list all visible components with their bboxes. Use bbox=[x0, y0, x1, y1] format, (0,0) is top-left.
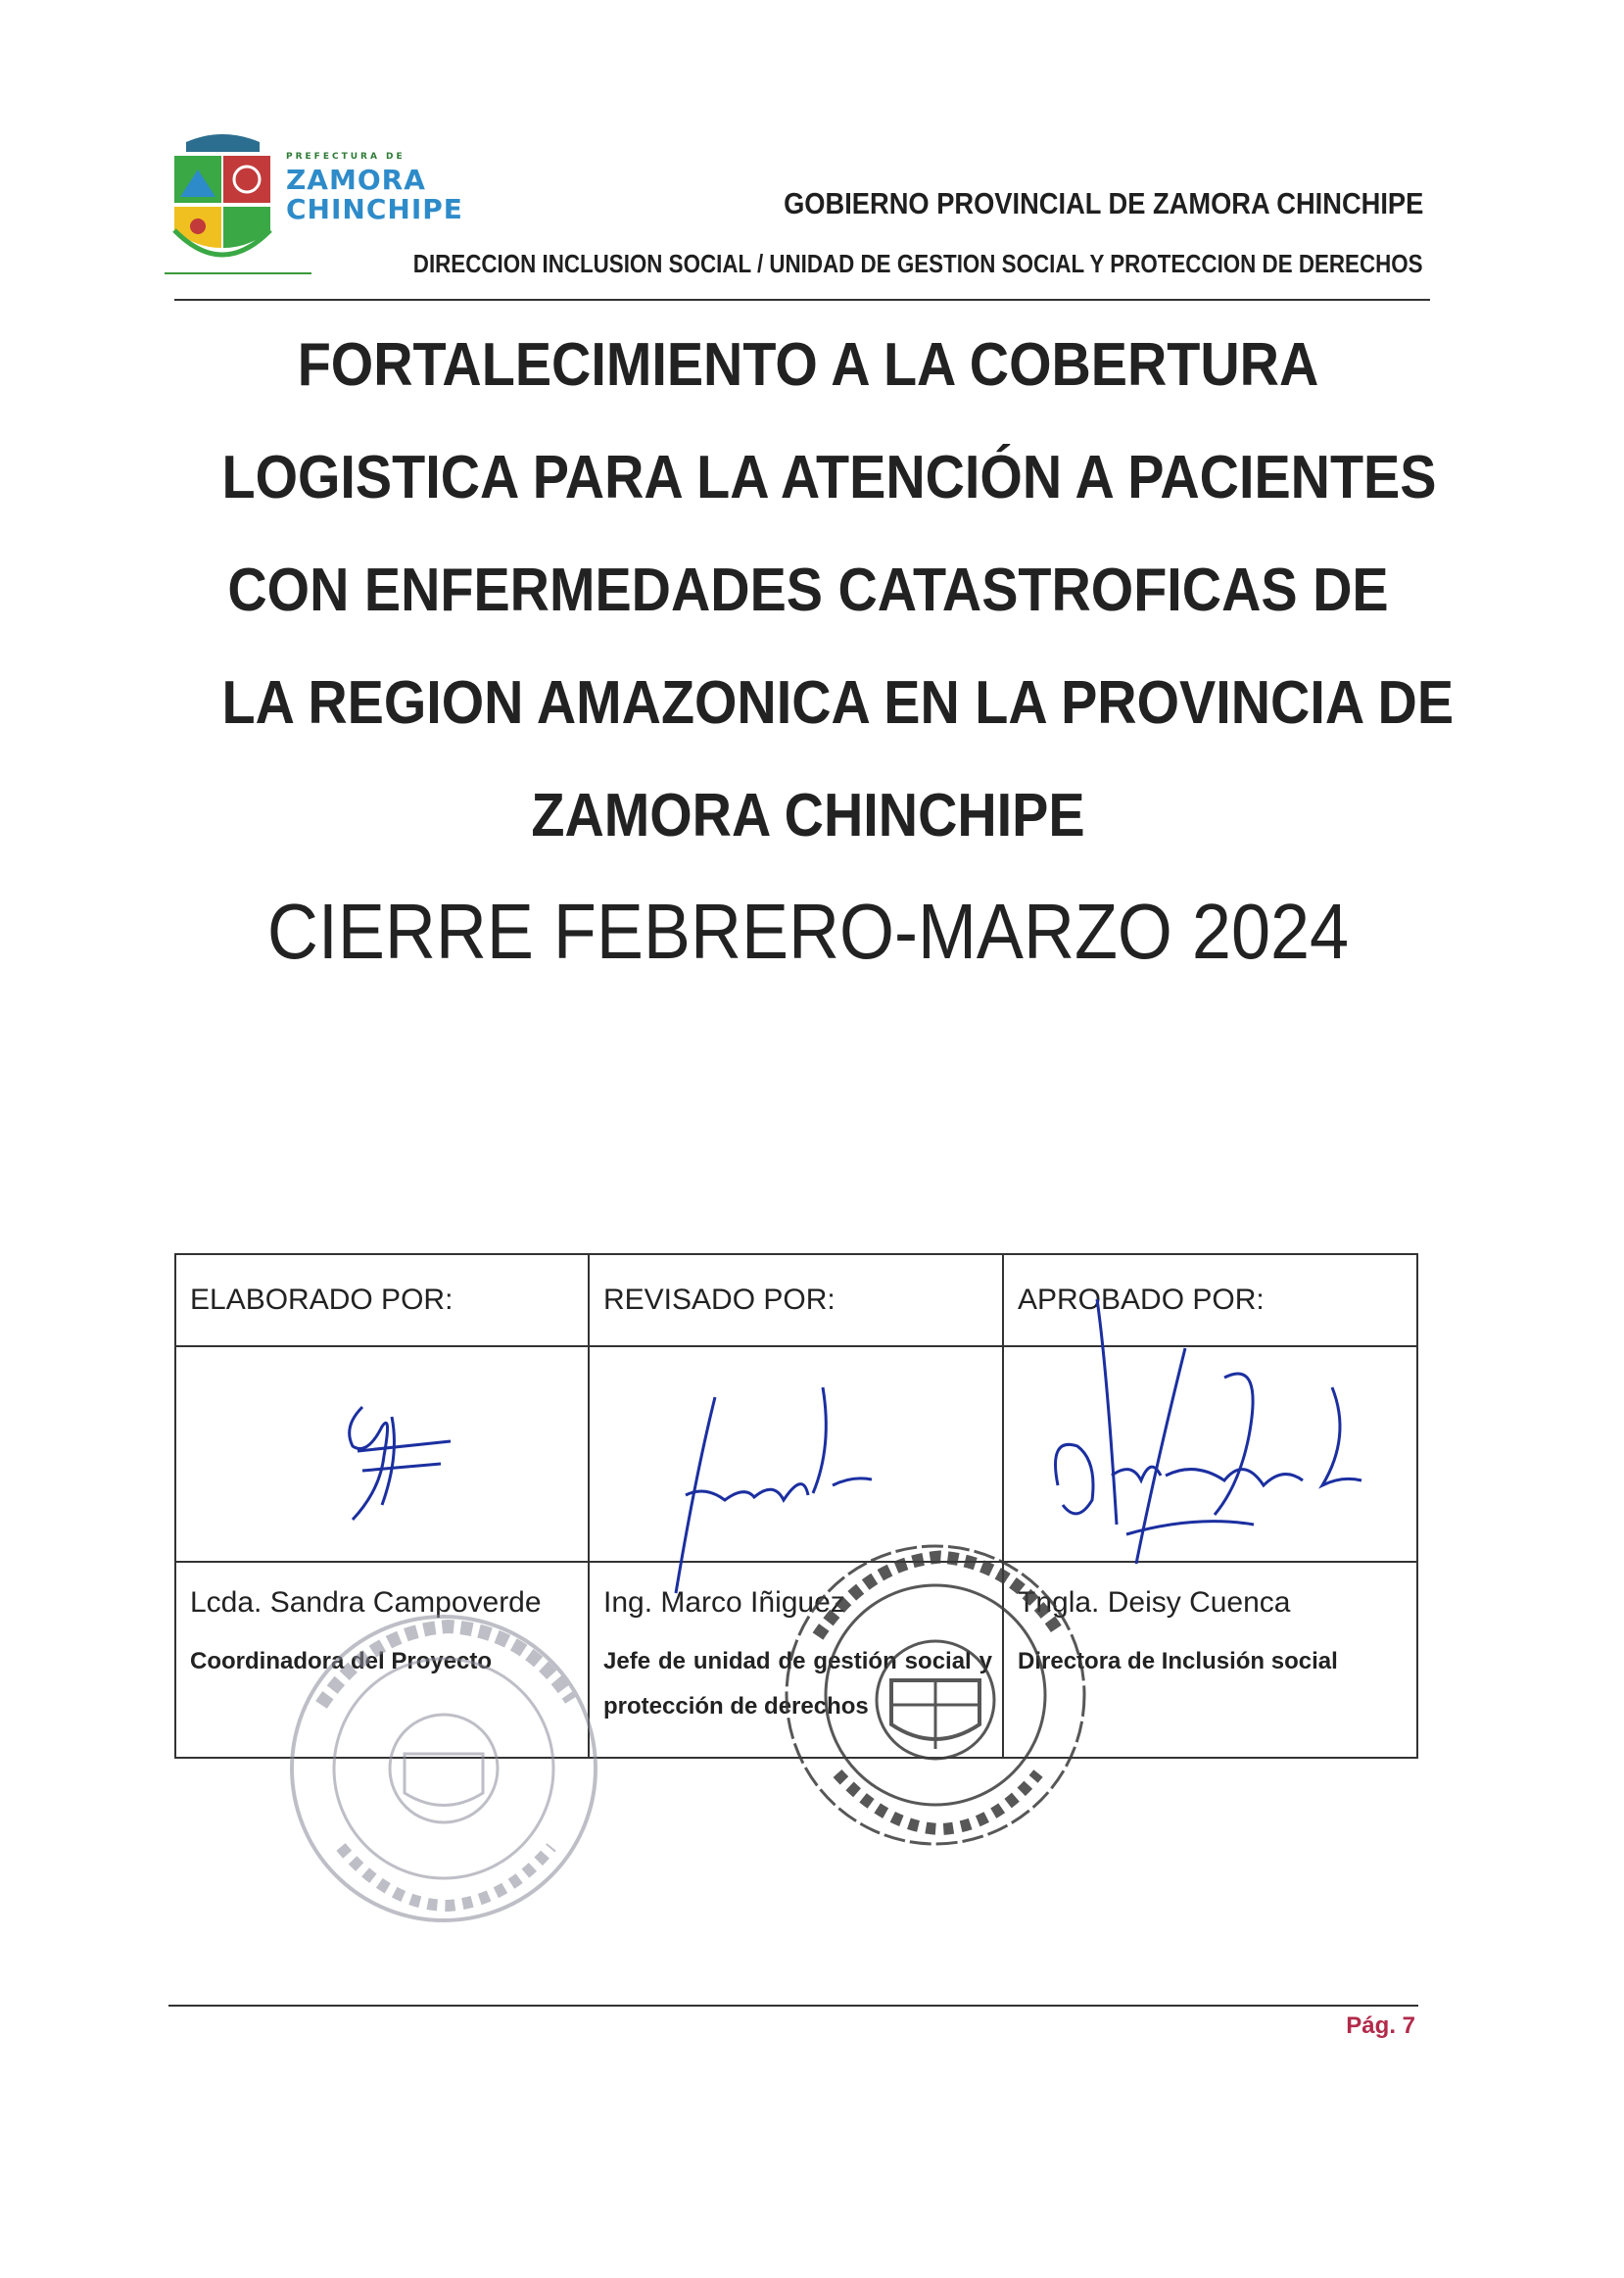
stamp-right bbox=[774, 1533, 1097, 1857]
role-elaborado: Coordinadora del Proyecto bbox=[190, 1648, 493, 1674]
institution-title: GOBIERNO PROVINCIAL DE ZAMORA CHINCHIPE bbox=[783, 186, 1423, 220]
signature-elaborado bbox=[323, 1397, 460, 1525]
logo-small-text: PREFECTURA DE bbox=[286, 152, 406, 162]
role-aprobado: Directora de Inclusión social bbox=[1018, 1648, 1338, 1674]
header-divider bbox=[174, 299, 1430, 301]
title-line: CON ENFERMEDADES CATASTROFICAS DE bbox=[227, 557, 1389, 624]
stamp-left bbox=[282, 1607, 605, 1930]
period-subtitle: CIERRE FEBRERO-MARZO 2024 bbox=[266, 888, 1350, 975]
header-elaborado: ELABORADO POR: bbox=[190, 1284, 454, 1316]
title-line: LA REGION AMAZONICA EN LA PROVINCIA DE bbox=[221, 669, 1455, 737]
page-number: Pág. 7 bbox=[1346, 2012, 1415, 2039]
coat-of-arms-icon bbox=[167, 132, 279, 279]
header-revisado: REVISADO POR: bbox=[603, 1284, 836, 1316]
title-line: LOGISTICA PARA LA ATENCIÓN A PACIENTES bbox=[221, 444, 1437, 511]
name-revisado: Ing. Marco Iñiguez bbox=[603, 1586, 845, 1619]
name-elaborado: Lcda. Sandra Campoverde bbox=[190, 1586, 542, 1619]
role-revisado: Jefe de unidad de gestión social y protección de derechos bbox=[603, 1648, 992, 1720]
logo-line1: ZAMORA bbox=[286, 164, 426, 196]
header-aprobado: APROBADO POR: bbox=[1018, 1284, 1265, 1316]
title-line: ZAMORA CHINCHIPE bbox=[531, 782, 1085, 849]
title-line: FORTALECIMIENTO A LA COBERTURA bbox=[297, 331, 1319, 399]
name-aprobado: Tngla. Deisy Cuenca bbox=[1018, 1586, 1291, 1619]
logo-underline bbox=[165, 272, 311, 274]
department-line: DIRECCION INCLUSION SOCIAL / UNIDAD DE GESTION SOCIAL Y PROTECCION DE DERECHOS bbox=[413, 249, 1423, 278]
footer-divider bbox=[168, 2005, 1418, 2007]
document-title bbox=[157, 309, 1459, 872]
logo-line2: CHINCHIPE bbox=[286, 193, 463, 225]
